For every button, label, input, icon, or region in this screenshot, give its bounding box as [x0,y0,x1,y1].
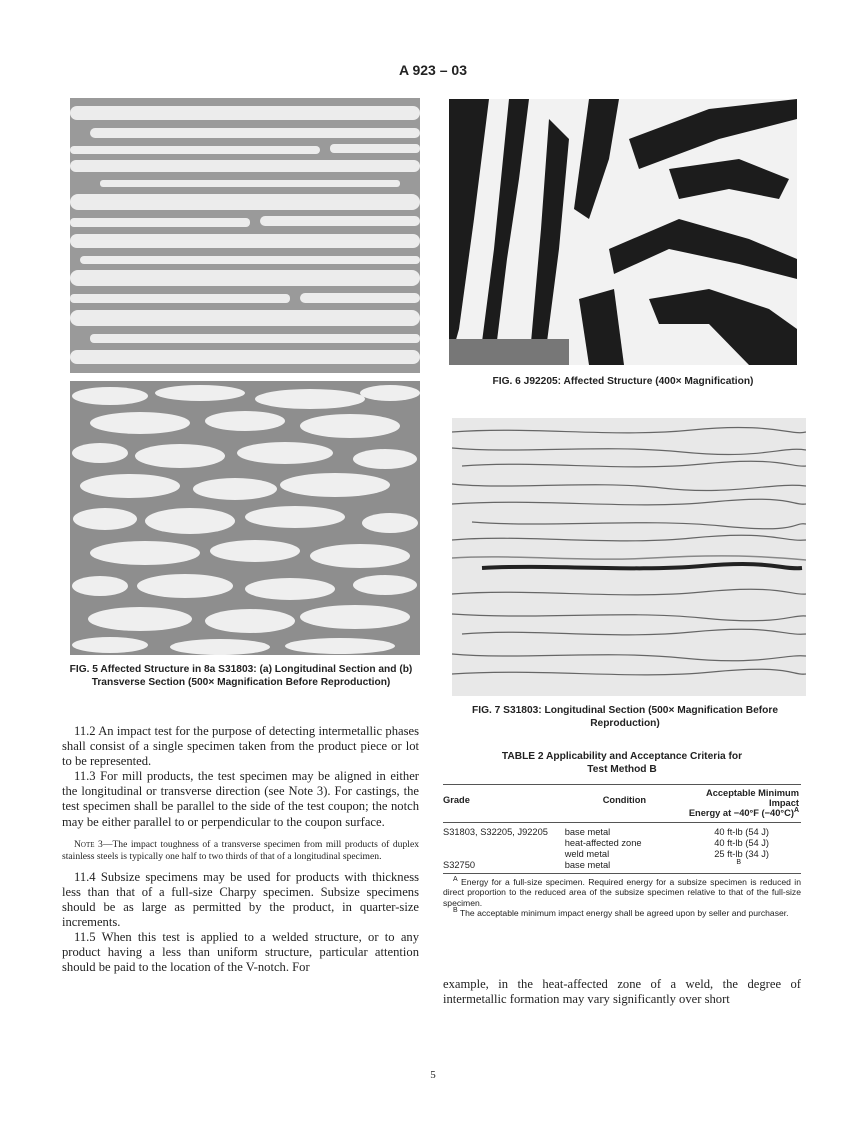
cell-grade: S32750 [443,859,476,870]
header-criteria-line2-wrap [679,808,799,818]
footnote-b [443,908,801,919]
note-3 [62,839,419,863]
cell-value [679,860,801,874]
fig7-caption: FIG. 7 S31803: Longitudinal Section (500× Magnification Before Reproduction) [472,705,778,729]
table-row [443,860,801,874]
para-continued: example, in the heat-affected zone of a weld, the degree of intermetallic formation may vary significantly over short [443,977,801,1007]
body-left-column [62,724,419,975]
header-criteria-sup: A [793,806,799,814]
note-3-label: Note 3 [74,838,103,850]
footnote-a [443,877,801,909]
cell-grade [443,849,565,860]
footnote-b-text: The acceptable minimum impact energy shall be agreed upon by seller and purchaser. [459,908,789,918]
cell-grade: S31803, S32205, J92205 [443,826,548,837]
footnote-a-text: Energy for a full-size specimen. Required energy for a subsize specimen is reduced in direct proportion to the reduced area of the subsize specimen relative to that of the full-size specimen. [443,876,802,908]
para-11-4: 11.4 Subsize specimens may be used for products with thickness less than that of a full-size Charpy specimen. Subsize specimens should be as large as permitted by the product, in quarter-size increments. [62,869,419,929]
header-condition: Condition [565,785,680,823]
table-header-row [443,785,801,823]
header-criteria-line1: Acceptable Minimum Impact [706,788,799,808]
header-criteria-line2: Energy at −40°F (−40°C) [688,808,794,818]
page-number: 5 [430,1069,436,1081]
fig5-caption: FIG. 5 Affected Structure in 8a S31803: (a) Longitudinal Section and (b) Transverse Section (500× Magnification Before Reproduction) [69,664,413,688]
table-2-title [443,751,801,776]
fig7-micrograph [452,418,806,696]
fig5a-micrograph [70,98,420,373]
cell-grade [443,838,565,849]
cell-condition: base metal [564,826,611,837]
footnote-a-mark: A [453,875,458,883]
cell-value: 25 ft-lb (34 J) [714,848,769,859]
document-header: A 923 – 03 [399,62,467,78]
cell-value-sup: B [736,858,741,866]
fig5b-micrograph [70,381,420,655]
table-2-title-line2: Test Method B [587,763,657,775]
cell-condition: heat-affected zone [564,837,642,848]
table-2-grid [443,785,801,874]
para-11-2: 11.2 An impact test for the purpose of detecting intermetallic phases shall consist of a single specimen taken from the product piece or lot to be represented. [62,724,419,769]
cell-condition: base metal [564,859,611,870]
fig6-caption: FIG. 6 J92205: Affected Structure (400× Magnification) [492,376,754,387]
para-11-3: 11.3 For mill products, the test specimen may be aligned in either the longitudinal or transverse direction (see Note 3). For castings, the test specimen shall be parallel to the side of the test coupon; the notch may be either parallel to or perpendicular to the coupon surface. [62,769,419,829]
header-grade: Grade [443,785,565,823]
cell-value: 40 ft-lb (54 J) [714,837,769,848]
table-row [443,827,801,838]
table-2 [443,751,801,919]
table-row [443,838,801,849]
footnote-b-mark: B [453,907,458,915]
body-right-column [443,977,801,1007]
cell-condition: weld metal [564,848,610,859]
table-row [443,849,801,860]
para-11-5: 11.5 When this test is applied to a welded structure, or to any product having a less than uniform structure, particular attention should be paid to the location of the V-notch. For [62,930,419,975]
cell-value: 40 ft-lb (54 J) [714,826,769,837]
table-2-title-line1: TABLE 2 Applicability and Acceptance Criteria for [501,751,743,762]
note-3-text: —The impact toughness of a transverse specimen from mill products of duplex stainless steels is typically one half to two thirds of that of a longitudinal specimen. [62,838,419,862]
header-criteria [679,785,801,823]
fig6-micrograph [449,99,797,365]
